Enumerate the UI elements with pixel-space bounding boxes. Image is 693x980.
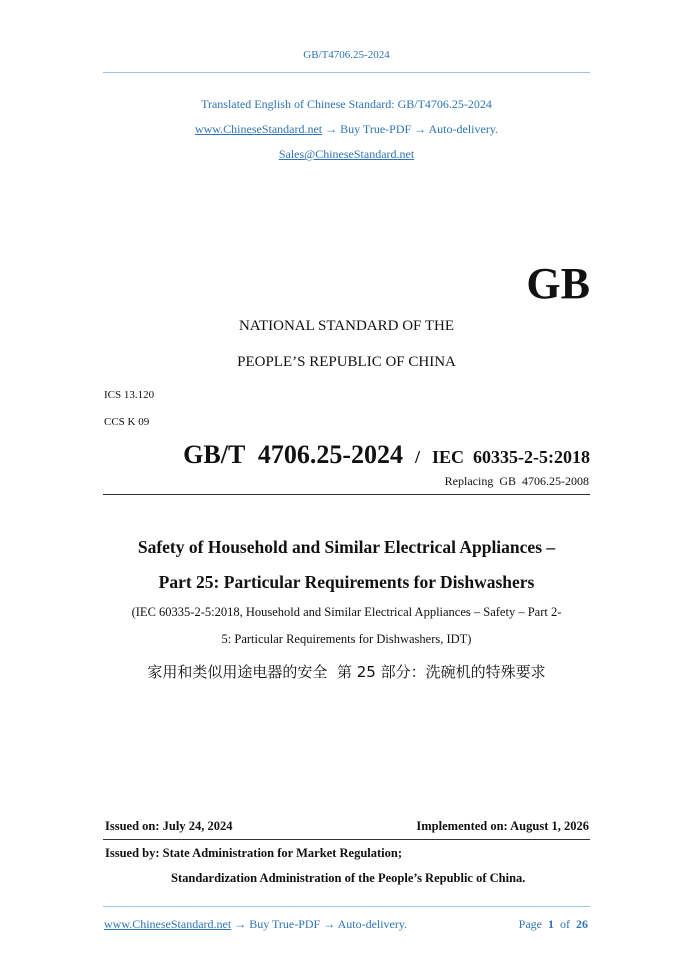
issuer-line-2: Standardization Administration of the People’s Republic of China. (171, 871, 526, 885)
buy-text: → Buy True-PDF → Auto-delivery. (325, 122, 499, 136)
title-line-2: Part 25: Particular Requirements for Dishwashers (158, 572, 535, 592)
page-indicator (519, 917, 588, 932)
std-slash: / (414, 447, 420, 467)
footer-buy-text: → Buy True-PDF → Auto-delivery. (234, 917, 408, 931)
national-line-2: PEOPLE’S REPUBLIC OF CHINA (237, 354, 456, 370)
implemented-date: Implemented on: August 1, 2026 (416, 819, 589, 833)
of-label: of (560, 917, 570, 931)
page-label: Page (518, 917, 542, 931)
dates-divider (103, 839, 590, 840)
header-divider (103, 72, 590, 73)
standard-number-line (183, 440, 590, 470)
title-line-1: Safety of Household and Similar Electrical Appliances – (137, 537, 556, 557)
email-link[interactable]: Sales@ChineseStandard.net (278, 147, 415, 161)
footer-site-link[interactable]: www.ChineseStandard.net (104, 917, 232, 931)
number-divider (103, 494, 590, 495)
promo-buy-line (0, 122, 693, 137)
page-total: 26 (576, 917, 588, 931)
email-line (0, 147, 693, 162)
gb-mark: GB (526, 259, 590, 308)
header-doc-id: GB/T4706.25-2024 (303, 49, 390, 61)
issued-date: Issued on: July 24, 2024 (105, 819, 233, 833)
ics-code: ICS 13.120 (104, 389, 155, 401)
national-line-1: NATIONAL STANDARD OF THE (238, 318, 455, 334)
footer-divider (103, 906, 590, 907)
promo-line: Translated English of Chinese Standard: GB/T4706.25-2024 (201, 97, 492, 111)
iec-note-line-1: (IEC 60335-2-5:2018, Household and Similar Electrical Appliances – Safety – Part 2- (131, 605, 562, 619)
iec-note-line-2: 5: Particular Requirements for Dishwashers, IDT) (221, 632, 472, 646)
page-number: 1 (548, 917, 554, 931)
footer-promo (104, 917, 407, 932)
ccs-code: CCS K 09 (104, 416, 150, 428)
chinese-title: 家用和类似用途电器的安全 第 25 部分：洗碗机的特殊要求 (147, 663, 546, 681)
replacing-note: Replacing GB 4706.25-2008 (444, 474, 589, 488)
std-number: GB/T 4706.25-2024 (183, 440, 403, 469)
site-link[interactable]: www.ChineseStandard.net (194, 122, 323, 136)
iec-number: IEC 60335-2-5:2018 (432, 447, 590, 467)
issuer-line-1: Issued by: State Administration for Market Regulation; (105, 846, 402, 860)
